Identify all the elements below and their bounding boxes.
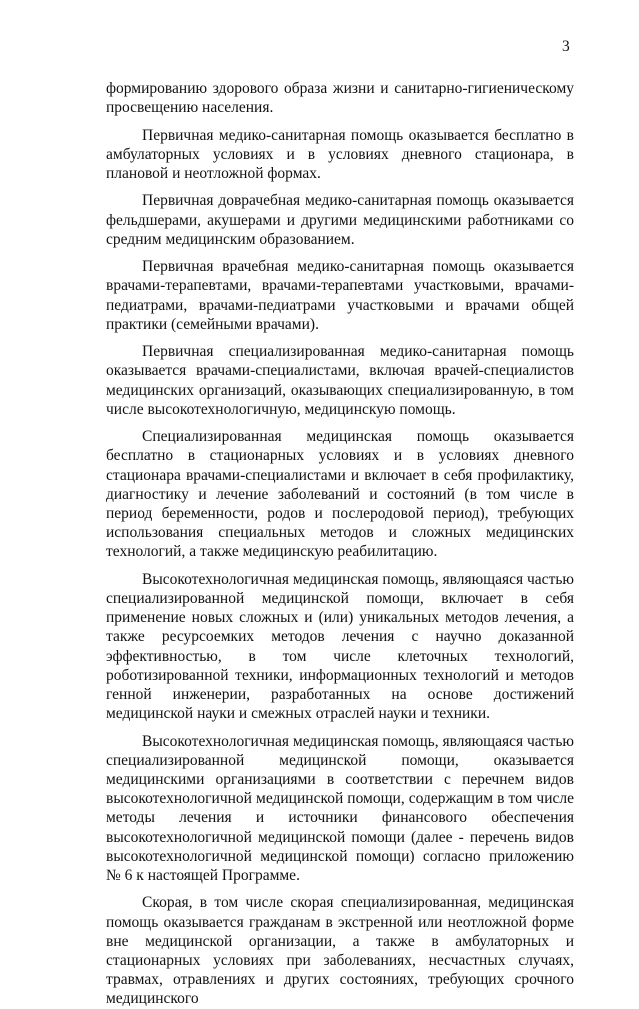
paragraph-3: Первичная доврачебная медико-санитарная помощь оказывается фельдшерами, акушерами и другими медицинскими работниками со средним медицинским образованием. [106, 192, 574, 248]
paragraph-8: Высокотехнологичная медицинская помощь, являющаяся частью специализированной медицинской помощи, оказывается медицинскими организациями в соответствии с перечнем видов высокотехнологичной медицинской помощи, содержащим в том числе методы лечения и источники финансового обеспечения высокотехнологичной медицинской помощи (далее - перечень видов высокотехнологичной медицинской помощи) согласно приложению № 6 к настоящей Программе. [106, 732, 574, 885]
paragraph-5: Первичная специализированная медико-санитарная помощь оказывается врачами-специалистами, включая врачей-специалистов медицинских организаций, оказывающих специализированную, в том числе высокотехнологичную, медицинскую помощь. [106, 343, 574, 418]
paragraph-2: Первичная медико-санитарная помощь оказывается бесплатно в амбулаторных условиях и в условиях дневного стационара, в плановой и неотложной формах. [106, 126, 574, 182]
document-body [106, 79, 574, 1009]
paragraph-6: Специализированная медицинская помощь оказывается бесплатно в стационарных условиях и в условиях дневного стационара врачами-специалистами и включает в себя профилактику, диагностику и лечение заболеваний и состояний (в том числе в период беременности, родов и послеродовой период), требующих использования специальных методов и сложных медицинских технологий, а также медицинскую реабилитацию. [106, 428, 574, 561]
paragraph-1: формированию здорового образа жизни и санитарно-гигиеническому просвещению населения. [106, 80, 574, 117]
paragraph-4: Первичная врачебная медико-санитарная помощь оказывается врачами-терапевтами, врачами-терапевтами участковыми, врачами-педиатрами, врачами-педиатрами участковыми и врачами общей практики (семейными врачами). [106, 258, 574, 333]
paragraph-7: Высокотехнологичная медицинская помощь, являющаяся частью специализированной медицинской помощи, включает в себя применение новых сложных и (или) уникальных методов лечения, а также ресурсоемких методов лечения с научно доказанной эффективностью, в том числе клеточных технологий, роботизированной техники, информационных технологий и методов генной инженерии, разработанных на основе достижений медицинской науки и смежных отраслей науки и техники. [106, 570, 574, 723]
paragraph-9: Скорая, в том числе скорая специализированная, медицинская помощь оказывается гражданам в экстренной или неотложной форме вне медицинской организации, а также в амбулаторных и стационарных условиях при заболеваниях, несчастных случаях, травмах, отравлениях и других состояниях, требующих срочного медицинского [106, 894, 574, 1008]
page-number: 3 [562, 38, 570, 55]
